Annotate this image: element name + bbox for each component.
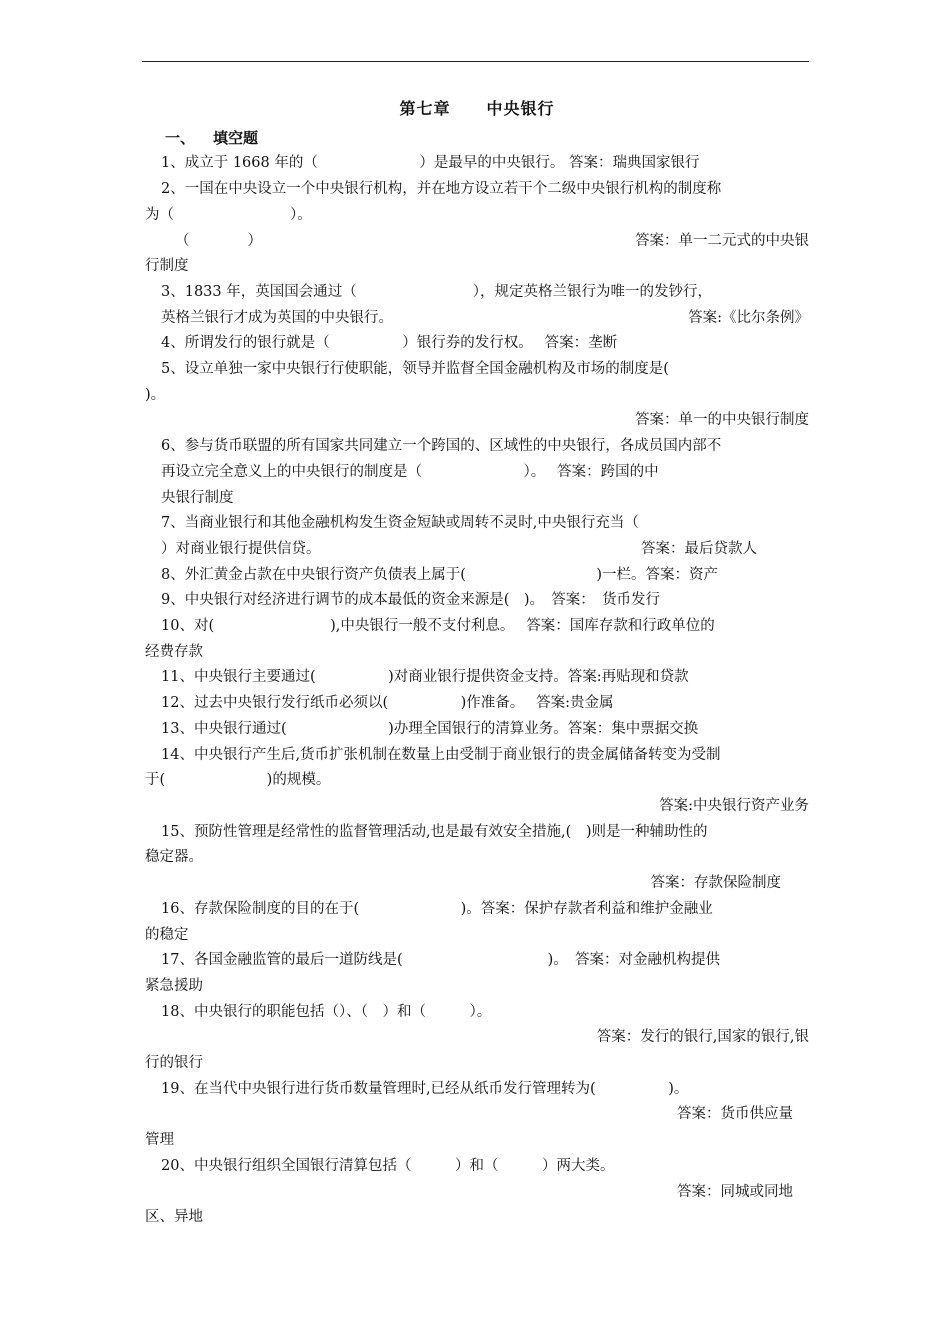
question-3: 3、1833 年，英国国会通过（ ），规定英格兰银行为唯一的发钞行，	[161, 283, 712, 300]
question-6-cont: 再设立完全意义上的中央银行的制度是（ ）。 答案：跨国的中	[161, 463, 659, 480]
question-15: 15、预防性管理是经常性的监督管理活动,也是最有效安全措施,( )则是一种辅助性的	[161, 823, 708, 840]
question-20-answer-cont: 区、异地	[145, 1209, 203, 1226]
question-18-answer: 答案：发行的银行,国家的银行,银	[596, 1029, 809, 1046]
question-14-cont: 于( )的规模。	[145, 772, 331, 789]
chapter-number: 第七章	[399, 99, 451, 118]
question-16-answer-cont: 的稳定	[145, 926, 189, 943]
question-18: 18、中央银行的职能包括（）、（ ）和（ ）。	[161, 1003, 492, 1020]
question-2: 2、一国在中央设立一个中央银行机构，并在地方设立若干个二级中央银行机构的制度称	[161, 181, 722, 198]
question-19-answer-cont: 管理	[145, 1132, 174, 1149]
chapter-title	[145, 96, 809, 122]
chapter-name: 中央银行	[486, 99, 555, 118]
question-5-answer: 答案：单一的中央银行制度	[635, 412, 809, 429]
question-20-answer: 答案：同城或同地	[677, 1183, 793, 1200]
question-19: 19、在当代中央银行进行货币数量管理时,已经从纸币发行管理转为( )。	[161, 1080, 689, 1097]
question-3-cont: 英格兰银行才成为英国的中央银行。	[161, 309, 393, 326]
section-number: 一、	[165, 128, 196, 147]
question-7-cont-line	[145, 537, 809, 563]
question-5: 5、设立单独一家中央银行行使职能，领导并监督全国金融机构及市场的制度是(	[161, 361, 669, 378]
question-13: 13、中央银行通过( )办理全国银行的清算业务。答案：集中票据交换	[161, 720, 699, 737]
question-15-answer: 答案：存款保险制度	[650, 875, 781, 892]
question-3-answer: 答案:《比尔条例》	[688, 309, 809, 326]
question-12: 12、过去中央银行发行纸币必须以( )作准备。 答案:贵金属	[161, 695, 614, 712]
question-11: 11、中央银行主要通过( )对商业银行提供资金支持。答案:再贴现和贷款	[161, 669, 689, 686]
question-8: 8、外汇黄金占款在中央银行资产负债表上属于( )一栏。答案：资产	[161, 566, 719, 583]
question-2-cont: 为（ ）。	[145, 206, 312, 223]
question-17-answer-cont: 紧急援助	[145, 977, 203, 994]
question-10: 10、对( ),中央银行一般不支付利息。 答案：国库存款和行政单位的	[161, 618, 715, 635]
question-7: 7、当商业银行和其他金融机构发生资金短缺或周转不灵时,中央银行充当（	[161, 515, 639, 532]
question-16: 16、存款保险制度的目的在于( )。答案：保护存款者利益和维护金融业	[161, 900, 713, 917]
question-1: 1、成立于 1668 年的（ ）是最早的中央银行。 答案：瑞典国家银行	[161, 155, 700, 172]
question-9: 9、中央银行对经济进行调节的成本最低的资金来源是( )。 答案： 货币发行	[161, 592, 661, 609]
question-15-cont: 稳定器。	[145, 849, 203, 866]
question-2-blank-line	[145, 229, 809, 255]
question-2-answer: 答案：单一二元式的中央银	[635, 232, 809, 249]
question-7-answer: 答案：最后贷款人	[641, 540, 757, 557]
question-14: 14、中央银行产生后,货币扩张机制在数量上由受制于商业银行的贵金属储备转变为受制	[161, 746, 721, 763]
question-20: 20、中央银行组织全国银行清算包括（ ）和（ ）两大类。	[161, 1157, 615, 1174]
question-7-cont: ）对商业银行提供信贷。	[161, 540, 321, 557]
question-10-answer-cont: 经费存款	[145, 643, 203, 660]
question-6: 6、参与货币联盟的所有国家共同建立一个跨国的、区域性的中央银行，各成员国内部不	[161, 438, 722, 455]
question-6-answer-cont: 央银行制度	[161, 489, 234, 506]
section-name: 填空题	[213, 128, 259, 147]
question-5-cont-line	[145, 383, 809, 409]
header-rule	[142, 61, 809, 62]
content	[145, 96, 809, 1231]
section-heading	[145, 126, 809, 152]
question-19-answer: 答案：货币供应量	[677, 1106, 793, 1123]
question-14-answer: 答案:中央银行资产业务	[659, 797, 809, 814]
question-5-cont: )。	[145, 386, 166, 403]
question-18-answer-cont: 行的银行	[145, 1055, 203, 1072]
question-2-blank: （ ）	[175, 232, 262, 249]
question-3-cont-line	[145, 306, 809, 332]
question-2-answer-cont: 行制度	[145, 258, 189, 275]
question-4: 4、所谓发行的银行就是（ ）银行券的发行权。 答案：垄断	[161, 335, 618, 352]
question-17: 17、各国金融监管的最后一道防线是( )。 答案：对金融机构提供	[161, 952, 721, 969]
